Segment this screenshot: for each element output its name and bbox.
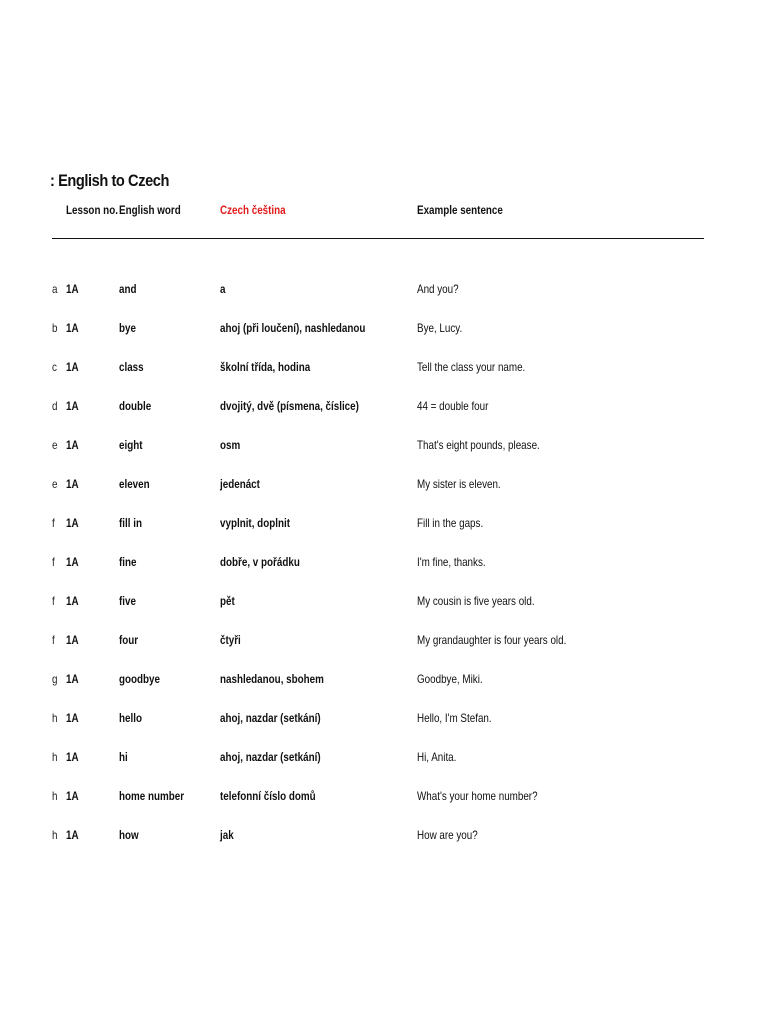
row-lesson: 1A <box>66 282 79 296</box>
row-czech-word: ahoj, nazdar (setkání) <box>220 750 321 764</box>
row-english-word: fine <box>119 555 137 569</box>
row-example-sentence: I'm fine, thanks. <box>417 555 486 569</box>
row-example-sentence: Goodbye, Miki. <box>417 672 483 686</box>
row-lesson: 1A <box>66 672 79 686</box>
table-row <box>0 555 768 594</box>
table-header <box>0 203 768 219</box>
row-lesson: 1A <box>66 750 79 764</box>
row-czech-word: jak <box>220 828 234 842</box>
page-title: : English to Czech <box>50 171 169 190</box>
row-letter: b <box>52 321 58 335</box>
row-czech-word: dvojitý, dvě (písmena, číslice) <box>220 399 359 413</box>
row-english-word: how <box>119 828 139 842</box>
row-example-sentence: My sister is eleven. <box>417 477 501 491</box>
header-lesson: Lesson no. <box>66 203 118 217</box>
row-czech-word: a <box>220 282 226 296</box>
row-example-sentence: Bye, Lucy. <box>417 321 463 335</box>
table-row <box>0 672 768 711</box>
row-english-word: bye <box>119 321 136 335</box>
row-czech-word: nashledanou, sbohem <box>220 672 324 686</box>
table-row <box>0 438 768 477</box>
row-english-word: eight <box>119 438 143 452</box>
row-lesson: 1A <box>66 516 79 530</box>
row-czech-word: čtyři <box>220 633 241 647</box>
row-example-sentence: My cousin is five years old. <box>417 594 535 608</box>
row-letter: e <box>52 477 58 491</box>
row-english-word: hi <box>119 750 128 764</box>
row-example-sentence: That's eight pounds, please. <box>417 438 540 452</box>
table-row <box>0 516 768 555</box>
table-row <box>0 360 768 399</box>
row-example-sentence: And you? <box>417 282 459 296</box>
row-example-sentence: My grandaughter is four years old. <box>417 633 567 647</box>
row-letter: h <box>52 750 58 764</box>
header-czech: Czech čeština <box>220 203 286 217</box>
row-letter: f <box>52 516 55 530</box>
row-lesson: 1A <box>66 828 79 842</box>
row-letter: h <box>52 828 58 842</box>
row-lesson: 1A <box>66 633 79 647</box>
row-letter: d <box>52 399 58 413</box>
table-row <box>0 594 768 633</box>
row-letter: c <box>52 360 57 374</box>
row-example-sentence: What's your home number? <box>417 789 538 803</box>
row-english-word: eleven <box>119 477 150 491</box>
row-example-sentence: Hi, Anita. <box>417 750 457 764</box>
row-english-word: four <box>119 633 139 647</box>
row-english-word: goodbye <box>119 672 160 686</box>
row-lesson: 1A <box>66 399 79 413</box>
row-czech-word: ahoj, nazdar (setkání) <box>220 711 321 725</box>
row-lesson: 1A <box>66 594 79 608</box>
row-letter: h <box>52 789 58 803</box>
row-czech-word: osm <box>220 438 241 452</box>
row-lesson: 1A <box>66 711 79 725</box>
header-english: English word <box>119 203 181 217</box>
row-example-sentence: Tell the class your name. <box>417 360 526 374</box>
row-czech-word: školní třída, hodina <box>220 360 311 374</box>
row-example-sentence: Fill in the gaps. <box>417 516 484 530</box>
table-row <box>0 711 768 750</box>
table-row <box>0 477 768 516</box>
row-letter: a <box>52 282 58 296</box>
row-example-sentence: How are you? <box>417 828 478 842</box>
row-english-word: class <box>119 360 144 374</box>
header-example: Example sentence <box>417 203 503 217</box>
row-english-word: hello <box>119 711 142 725</box>
table-row <box>0 321 768 360</box>
row-lesson: 1A <box>66 477 79 491</box>
row-letter: f <box>52 555 55 569</box>
row-english-word: and <box>119 282 137 296</box>
table-row <box>0 633 768 672</box>
row-lesson: 1A <box>66 360 79 374</box>
row-czech-word: telefonní číslo domů <box>220 789 316 803</box>
header-divider <box>52 238 704 239</box>
table-row <box>0 789 768 828</box>
table-row <box>0 828 768 867</box>
row-english-word: double <box>119 399 152 413</box>
row-english-word: fill in <box>119 516 142 530</box>
row-czech-word: pět <box>220 594 235 608</box>
row-lesson: 1A <box>66 438 79 452</box>
row-czech-word: jedenáct <box>220 477 260 491</box>
row-english-word: five <box>119 594 136 608</box>
row-czech-word: ahoj (při loučení), nashledanou <box>220 321 366 335</box>
row-czech-word: dobře, v pořádku <box>220 555 300 569</box>
vocabulary-table <box>0 282 768 867</box>
table-row <box>0 282 768 321</box>
row-lesson: 1A <box>66 555 79 569</box>
row-letter: f <box>52 594 55 608</box>
row-lesson: 1A <box>66 789 79 803</box>
table-row <box>0 750 768 789</box>
row-letter: h <box>52 711 58 725</box>
row-letter: f <box>52 633 55 647</box>
row-lesson: 1A <box>66 321 79 335</box>
row-letter: e <box>52 438 58 452</box>
row-letter: g <box>52 672 58 686</box>
row-english-word: home number <box>119 789 185 803</box>
table-row <box>0 399 768 438</box>
row-example-sentence: 44 = double four <box>417 399 489 413</box>
row-example-sentence: Hello, I'm Stefan. <box>417 711 492 725</box>
row-czech-word: vyplnit, doplnit <box>220 516 290 530</box>
